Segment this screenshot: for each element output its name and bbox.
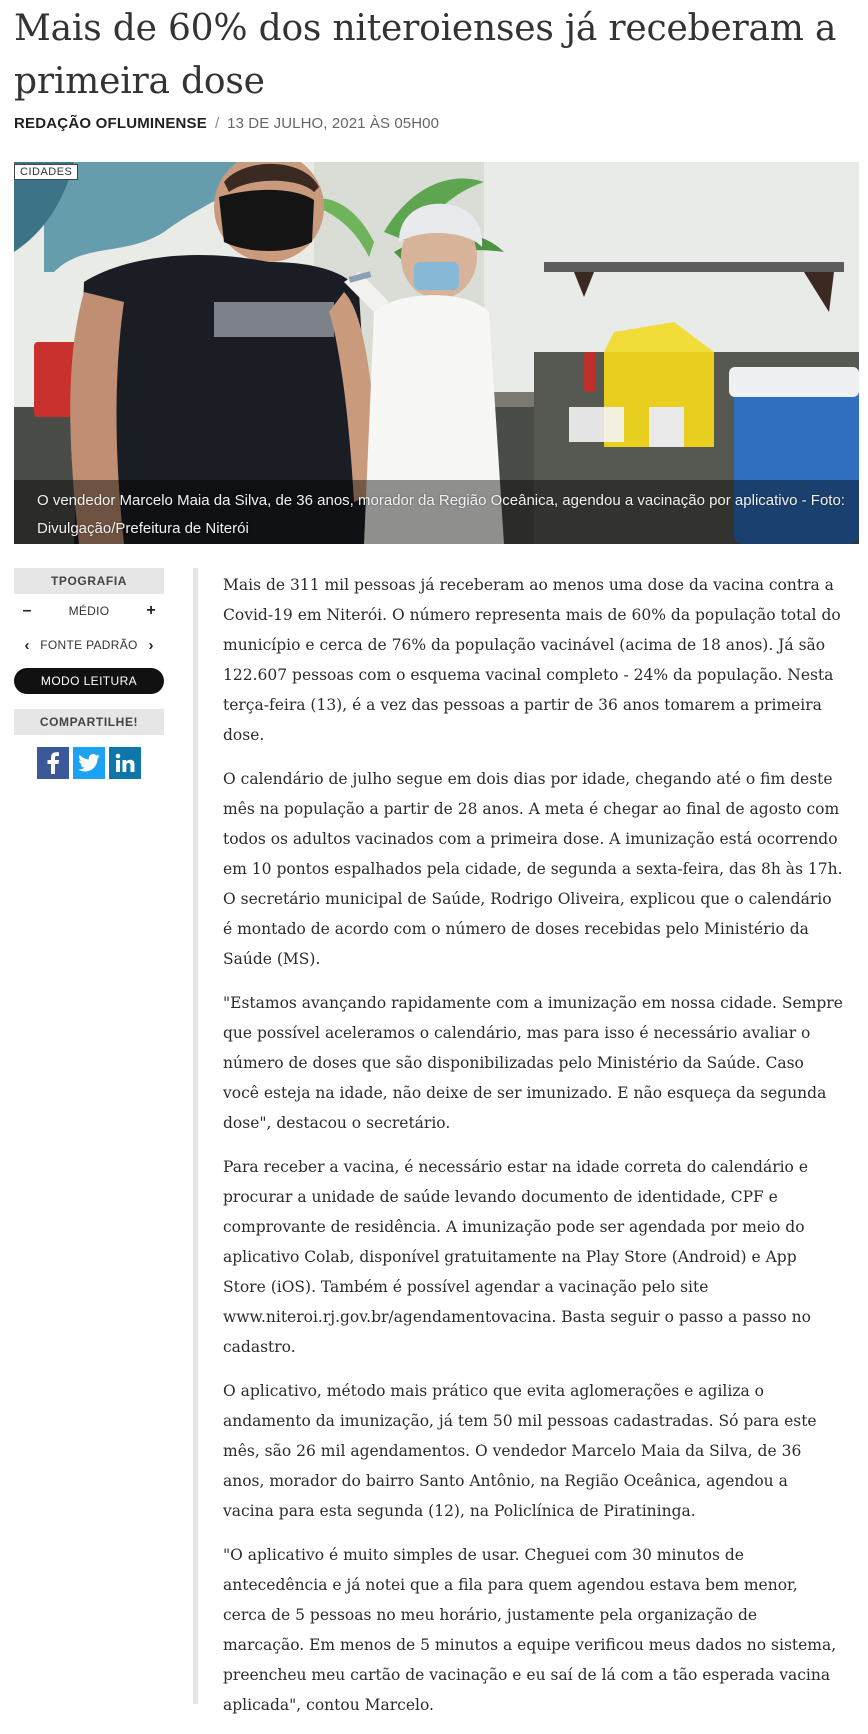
typography-heading: TPOGRAFIA [14, 568, 164, 594]
article-body [223, 570, 843, 1734]
article-paragraph: "Estamos avançando rapidamente com a imunização em nossa cidade. Sempre que possível aceleramos o calendário, mas para isso é necessário avaliar o número de doses que são disponibilizadas pelo Ministério da Saúde. Caso você esteja na idade, não deixe de ser imunizado. E não esqueça da segunda dose", destacou o secretário. [223, 994, 843, 1132]
increase-font-size-button[interactable]: + [146, 602, 156, 619]
previous-font-button[interactable]: ‹ [24, 636, 30, 654]
twitter-icon [78, 754, 100, 772]
font-family-value: FONTE PADRÃO [40, 638, 138, 652]
font-family-control [14, 628, 164, 662]
category-badge[interactable]: CIDADES [14, 164, 78, 180]
twitter-share-button[interactable] [73, 747, 105, 779]
article-paragraph: Para receber a vacina, é necessário estar na idade correta do calendário e procurar a unidade de saúde levando documento de identidade, CPF e comprovante de residência. A imunização pode ser agendada por meio do aplicativo Colab, disponível gratuitamente na Play Store (Android) e App Store (iOS). Também é possível agendar a vacinação pelo site www.niteroi.rj.gov.br/agendamentovacina. Basta seguir o passo a passo no cadastro. [223, 1158, 811, 1356]
article-paragraph: Mais de 311 mil pessoas já receberam ao menos uma dose da vacina contra a Covid-19 em Niterói. O número representa mais de 60% da população total do município e cerca de 76% da população vacinável (acima de 18 anos). Já são 122.607 pessoas com o esquema vacinal completo - 24% da população. Nesta terça-feira (13), é a vez das pessoas a partir de 36 anos tomarem a primeira dose. [223, 576, 841, 744]
article-paragraph: "O aplicativo é muito simples de usar. Cheguei com 30 minutos de antecedência e já notei que a fila para quem agendou estava bem menor, cerca de 5 pessoas no meu horário, justamente pela organização de marcação. Em menos de 5 minutos a equipe verificou meus dados no sistema, preencheu meu cartão de vacinação e eu saí de lá com a tão esperada vacina aplicada", contou Marcelo. [223, 1546, 837, 1714]
facebook-share-button[interactable] [37, 747, 69, 779]
author-link[interactable]: REDAÇÃO OFLUMINENSE [14, 115, 207, 132]
linkedin-icon [115, 753, 135, 773]
photo-caption: O vendedor Marcelo Maia da Silva, de 36 anos, morador da Região Oceânica, agendou a vacinação por aplicativo - Foto: Divulgação/Prefeitura de Niterói [37, 492, 845, 537]
font-size-value: MÉDIO [68, 604, 110, 618]
publish-date: 13 DE JULHO, 2021 ÀS 05H00 [227, 115, 440, 132]
share-heading: COMPARTILHE! [14, 709, 164, 735]
article-tools-sidebar [14, 568, 164, 779]
reading-mode-button[interactable]: MODO LEITURA [14, 668, 164, 694]
linkedin-share-button[interactable] [109, 747, 141, 779]
byline [14, 115, 439, 132]
article-paragraph: O calendário de julho segue em dois dias por idade, chegando até o fim deste mês na população a partir de 28 anos. A meta é chegar ao final de agosto com todos os adultos vacinados com a primeira dose. A imunização está ocorrendo em 10 pontos espalhados pela cidade, de segunda a sexta-feira, das 8h às 17h. O secretário municipal de Saúde, Rodrigo Oliveira, explicou que o calendário é montado de acordo com o número de doses recebidas pelo Ministério da Saúde (MS). [223, 770, 843, 968]
font-size-control [14, 594, 164, 628]
byline-separator: / [214, 115, 220, 132]
share-buttons [14, 747, 164, 779]
article-title: Mais de 60% dos niteroienses já receberam a primeira dose [14, 8, 837, 102]
next-font-button[interactable]: › [148, 636, 154, 654]
column-divider [193, 568, 198, 1704]
facebook-icon [44, 752, 62, 774]
article-paragraph: O aplicativo, método mais prático que evita aglomerações e agiliza o andamento da imunização, já tem 50 mil pessoas cadastradas. Só para este mês, são 26 mil agendamentos. O vendedor Marcelo Maia da Silva, de 36 anos, morador do bairro Santo Antônio, na Região Oceânica, agendou a vacina para esta segunda (12), na Policlínica de Piratininga. [223, 1382, 817, 1520]
decrease-font-size-button[interactable]: – [22, 602, 32, 619]
